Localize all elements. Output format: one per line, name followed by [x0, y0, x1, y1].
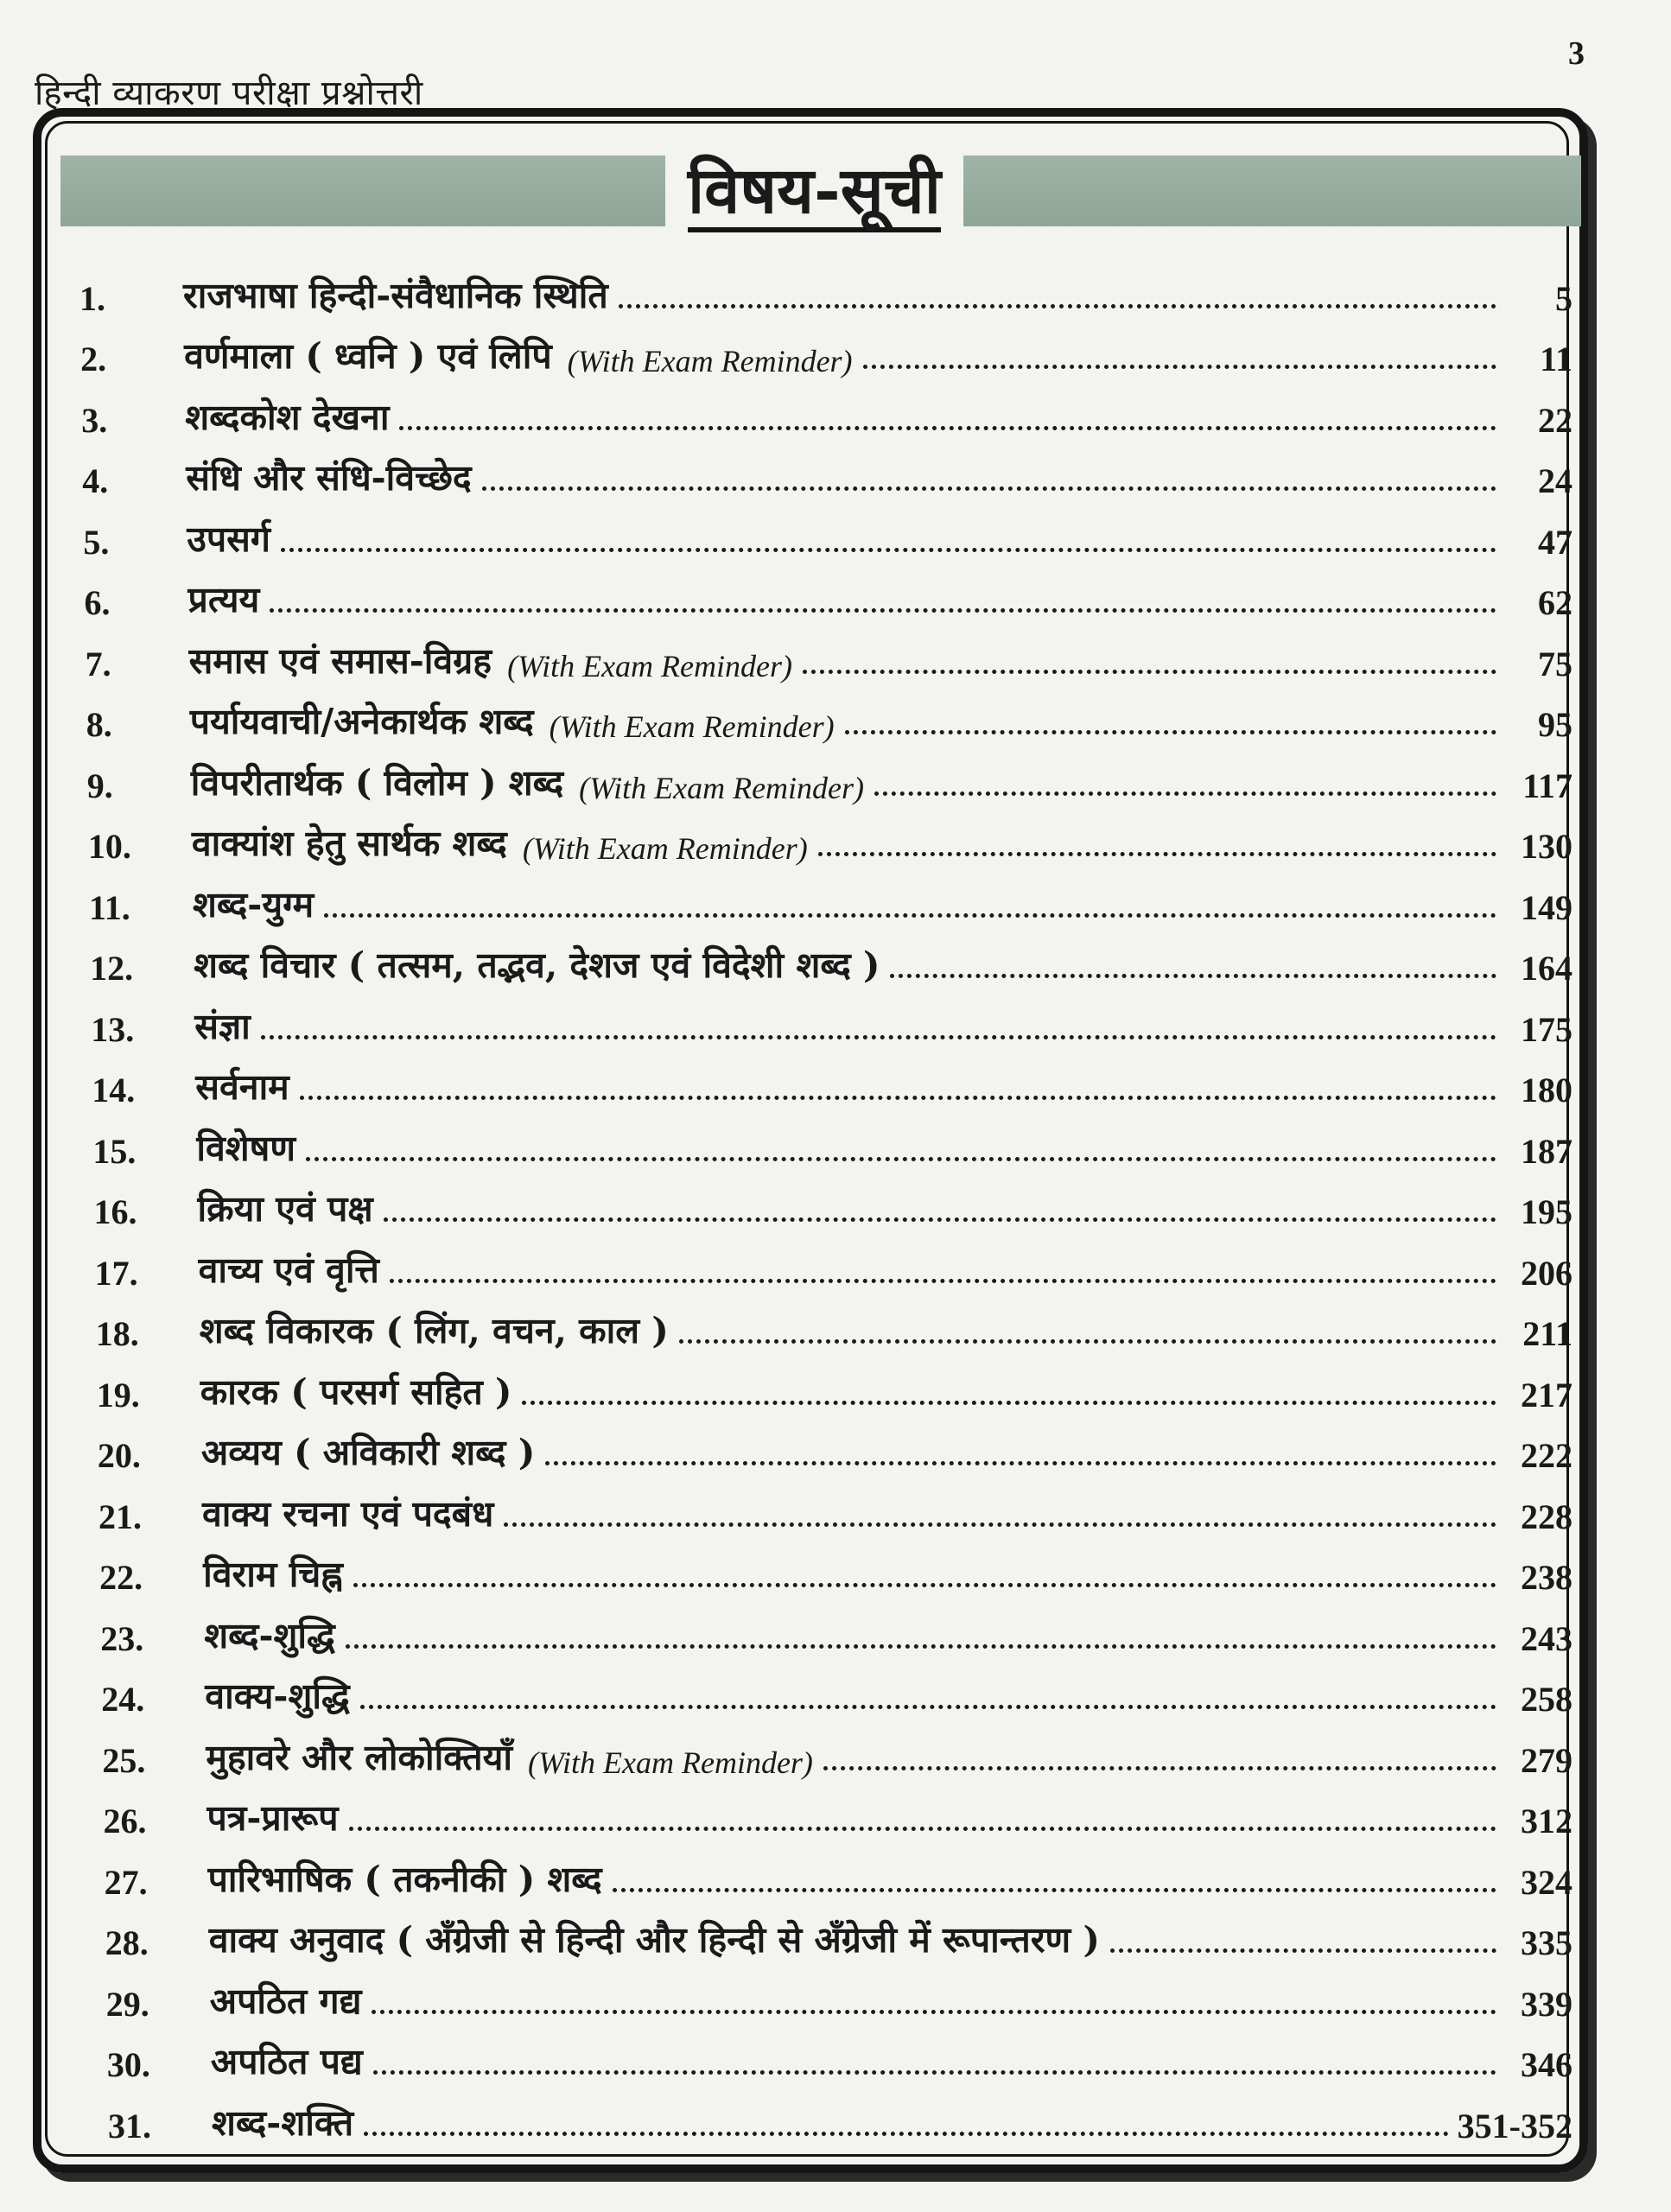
- toc-entry: [79, 1415, 1573, 1477]
- toc-entry: [79, 1172, 1573, 1233]
- dot-leader: [613, 1888, 1496, 1892]
- toc-entry-title: राजभाषा हिन्दी-संवैधानिक स्थिति: [183, 274, 608, 316]
- toc-entry-title: शब्द-युग्म: [193, 883, 315, 925]
- toc-entry: [79, 1110, 1573, 1172]
- toc-entry-title: पारिभाषिक ( तकनीकी ) शब्द: [207, 1858, 602, 1900]
- toc-entry-number: 31.: [108, 2106, 151, 2145]
- toc-entry-page: 11: [1540, 340, 1573, 378]
- toc-entry-page: 62: [1538, 583, 1573, 622]
- toc-entry: [79, 1903, 1573, 1964]
- toc-entry-page: 22: [1538, 400, 1573, 440]
- toc-entry-page: 238: [1521, 1558, 1573, 1597]
- dot-leader: [353, 1583, 1496, 1587]
- toc-entry-page: 47: [1538, 522, 1573, 562]
- toc-entry-title: वाक्य रचना एवं पदबंध: [202, 1492, 494, 1535]
- toc-entry-page: 351-352: [1457, 2106, 1573, 2145]
- toc-entry-page: 5: [1555, 278, 1573, 318]
- dot-leader: [482, 486, 1496, 491]
- title-box: [665, 154, 963, 235]
- toc-entry-number: 1.: [79, 278, 105, 318]
- toc-entry-title: वाक्यांश हेतु सार्थक शब्द: [191, 823, 507, 864]
- dot-leader: [384, 1217, 1496, 1222]
- toc-entry-page: 95: [1538, 705, 1573, 744]
- toc-entry-title: सर्वनाम: [195, 1066, 289, 1108]
- toc-entry-note: (With Exam Reminder): [567, 344, 853, 378]
- toc-entry-page: 175: [1521, 1009, 1573, 1049]
- toc-entry-title: कारक ( परसर्ग सहित ): [200, 1370, 512, 1413]
- dot-leader: [1110, 1948, 1496, 1953]
- toc-entry: [79, 2085, 1573, 2146]
- toc-entry-title: शब्द विचार ( तत्सम, तद्भव, देशज एवं विदेशी शब्द ): [194, 944, 880, 986]
- toc-entry-title: मुहावरे और लोकोक्तियाँ: [206, 1736, 513, 1778]
- dot-leader: [281, 548, 1496, 552]
- toc-entry: [79, 2024, 1573, 2086]
- toc-entry-page: 206: [1521, 1253, 1573, 1293]
- toc-entry-number: 19.: [96, 1375, 140, 1414]
- toc-entry-title: वाक्य-शुद्धि: [205, 1675, 350, 1717]
- dot-leader: [349, 1827, 1496, 1831]
- toc-entry-number: 11.: [89, 887, 130, 927]
- dot-leader: [399, 426, 1496, 430]
- running-head: हिन्दी व्याकरण परीक्षा प्रश्नोत्तरी: [35, 73, 423, 113]
- dot-leader: [803, 670, 1496, 674]
- toc-entry-number: 23.: [100, 1618, 144, 1658]
- toc-entry-title: वाच्य एवं वृत्ति: [198, 1249, 379, 1291]
- dot-leader: [863, 365, 1496, 369]
- toc-entry-number: 28.: [105, 1923, 149, 1962]
- dot-leader: [270, 608, 1496, 613]
- toc-entry: [79, 441, 1573, 502]
- toc-entry: [79, 1354, 1573, 1415]
- toc-entry-page: 211: [1522, 1314, 1573, 1353]
- toc-entry: [79, 1598, 1573, 1659]
- toc-entry: [79, 319, 1573, 380]
- toc-entry-number: 25.: [102, 1740, 146, 1780]
- toc-entry-page: 335: [1521, 1923, 1573, 1962]
- toc-entry-number: 16.: [93, 1192, 137, 1231]
- toc-entry: [79, 1781, 1573, 1842]
- dot-leader: [346, 1644, 1496, 1649]
- toc-entry: [79, 501, 1573, 563]
- toc-entry-number: 6.: [84, 583, 111, 622]
- toc-entry-number: 29.: [105, 1984, 149, 2024]
- toc-entry-number: 5.: [83, 522, 110, 562]
- toc-entry-title: शब्दकोश देखना: [185, 396, 390, 438]
- toc-entry-page: 117: [1522, 766, 1573, 805]
- dot-leader: [845, 730, 1496, 734]
- toc-entry: [79, 1537, 1573, 1599]
- toc-entry-title: समास एवं समास-विग्रह: [188, 639, 492, 682]
- toc-entry-number: 30.: [106, 2045, 150, 2084]
- toc-entry-title: अव्यय ( अविकारी शब्द ): [200, 1432, 536, 1473]
- toc-entry-page: 312: [1521, 1802, 1573, 1840]
- toc-entry-title: अपठित पद्य: [210, 2041, 363, 2082]
- toc-entry-number: 10.: [87, 827, 131, 866]
- toc-entry-page: 279: [1521, 1740, 1573, 1780]
- toc-entry: [79, 1050, 1573, 1111]
- toc-entry-title: शब्द-शुद्धि: [204, 1614, 335, 1656]
- toc-entry-number: 12.: [90, 949, 134, 988]
- dot-leader: [545, 1461, 1496, 1465]
- toc-entry: [79, 745, 1573, 806]
- toc-entry-title: अपठित गद्य: [209, 1980, 362, 2022]
- dot-leader: [261, 1035, 1496, 1039]
- toc-entry: [79, 928, 1573, 989]
- dot-leader: [679, 1339, 1496, 1344]
- toc-entry: [79, 623, 1573, 684]
- toc-entry-number: 20.: [97, 1436, 141, 1475]
- toc-entry-number: 2.: [80, 340, 107, 378]
- toc-entry-title: संज्ञा: [194, 1005, 251, 1047]
- toc-entry: [79, 988, 1573, 1050]
- toc-entry-page: 24: [1538, 461, 1573, 500]
- toc-entry: [79, 1294, 1573, 1355]
- toc-entry-number: 17.: [94, 1253, 138, 1293]
- toc-entry-page: 195: [1521, 1192, 1573, 1231]
- toc-entry-page: 346: [1521, 2045, 1573, 2084]
- toc-entry-title: विशेषण: [196, 1127, 296, 1169]
- toc-entry-page: 149: [1521, 887, 1573, 927]
- toc-entry-title: शब्द-शक्ति: [212, 2101, 354, 2144]
- toc-entry-number: 7.: [85, 644, 111, 683]
- toc-entry-page: 187: [1521, 1131, 1573, 1171]
- toc-entry-page: 222: [1521, 1436, 1573, 1475]
- toc-entry-page: 217: [1521, 1375, 1573, 1414]
- toc-entry: [79, 379, 1573, 441]
- toc-entry: [79, 806, 1573, 868]
- toc-entry-title: वर्णमाला ( ध्वनि ) एवं लिपि: [184, 335, 552, 377]
- toc-entry-number: 3.: [81, 400, 108, 440]
- toc-entry-title: विपरीतार्थक ( विलोम ) शब्द: [190, 761, 564, 804]
- toc-entry-note: (With Exam Reminder): [549, 709, 835, 744]
- dot-leader: [373, 2070, 1496, 2075]
- toc-entry-number: 15.: [92, 1131, 137, 1171]
- dot-leader: [504, 1522, 1496, 1527]
- toc-entry-title: संधि और संधि-विच्छेद: [186, 457, 472, 499]
- dot-leader: [390, 1279, 1496, 1283]
- toc-entry-number: 9.: [86, 766, 113, 805]
- dot-leader: [522, 1401, 1496, 1405]
- dot-leader: [306, 1157, 1496, 1161]
- dot-leader: [372, 2010, 1496, 2014]
- toc-entry: [79, 684, 1573, 746]
- toc-entry-page: 164: [1521, 949, 1573, 988]
- dot-leader: [300, 1096, 1496, 1100]
- toc-entry-title: वाक्य अनुवाद ( अँग्रेजी से हिन्दी और हिन्दी से अँग्रेजी में रूपान्तरण ): [208, 1919, 1100, 1961]
- page-number: 3: [1568, 35, 1585, 72]
- toc-entry: [79, 867, 1573, 928]
- toc-entry: [79, 1719, 1573, 1781]
- toc-entry-page: 75: [1538, 644, 1573, 683]
- toc-entry-page: 324: [1521, 1862, 1573, 1902]
- toc-entry-note: (With Exam Reminder): [507, 648, 792, 683]
- toc-entry-number: 14.: [92, 1071, 136, 1109]
- dot-leader: [364, 2132, 1449, 2136]
- toc-entry-page: 180: [1521, 1071, 1573, 1109]
- toc-entry-title: शब्द विकारक ( लिंग, वचन, काल ): [199, 1310, 669, 1351]
- table-of-contents: [79, 257, 1573, 2146]
- toc-entry-number: 26.: [103, 1802, 147, 1840]
- toc-entry: [79, 1963, 1573, 2024]
- dot-leader: [619, 304, 1496, 308]
- toc-entry-page: 339: [1521, 1984, 1573, 2024]
- toc-entry-note: (With Exam Reminder): [579, 770, 865, 805]
- toc-entry-page: 130: [1521, 827, 1573, 866]
- toc-entry-number: 27.: [104, 1862, 148, 1902]
- toc-entry-title: क्रिया एवं पक्ष: [197, 1188, 373, 1230]
- toc-entry-number: 4.: [82, 461, 109, 500]
- toc-entry-number: 8.: [86, 705, 112, 744]
- page-title: विषय-सूची: [688, 156, 941, 232]
- dot-leader: [890, 974, 1496, 978]
- toc-entry-title: उपसर्ग: [187, 518, 270, 560]
- toc-entry-number: 13.: [91, 1009, 135, 1049]
- toc-entry-title: विराम चिह्न: [203, 1554, 343, 1595]
- dot-leader: [360, 1705, 1496, 1709]
- toc-entry: [79, 257, 1573, 319]
- toc-entry-title: पत्र-प्रारूप: [206, 1797, 339, 1839]
- toc-entry-title: पर्यायवाची/अनेकार्थक शब्द: [189, 701, 534, 742]
- toc-entry: [79, 1232, 1573, 1294]
- toc-entry-page: 258: [1521, 1680, 1573, 1719]
- toc-entry: [79, 1659, 1573, 1720]
- toc-entry: [79, 563, 1573, 624]
- toc-entry: [79, 1841, 1573, 1903]
- toc-entry-page: 243: [1521, 1618, 1573, 1658]
- toc-entry-note: (With Exam Reminder): [522, 831, 808, 866]
- dot-leader: [874, 791, 1496, 796]
- toc-entry-number: 24.: [101, 1680, 145, 1719]
- toc-entry: [79, 1476, 1573, 1537]
- dot-leader: [818, 852, 1496, 856]
- toc-entry-number: 18.: [95, 1314, 139, 1353]
- toc-entry-note: (With Exam Reminder): [528, 1745, 813, 1780]
- toc-entry-number: 22.: [99, 1558, 143, 1597]
- dot-leader: [823, 1766, 1496, 1770]
- toc-entry-title: प्रत्यय: [187, 579, 260, 620]
- toc-entry-number: 21.: [98, 1497, 142, 1536]
- toc-entry-page: 228: [1521, 1497, 1573, 1536]
- dot-leader: [324, 913, 1496, 918]
